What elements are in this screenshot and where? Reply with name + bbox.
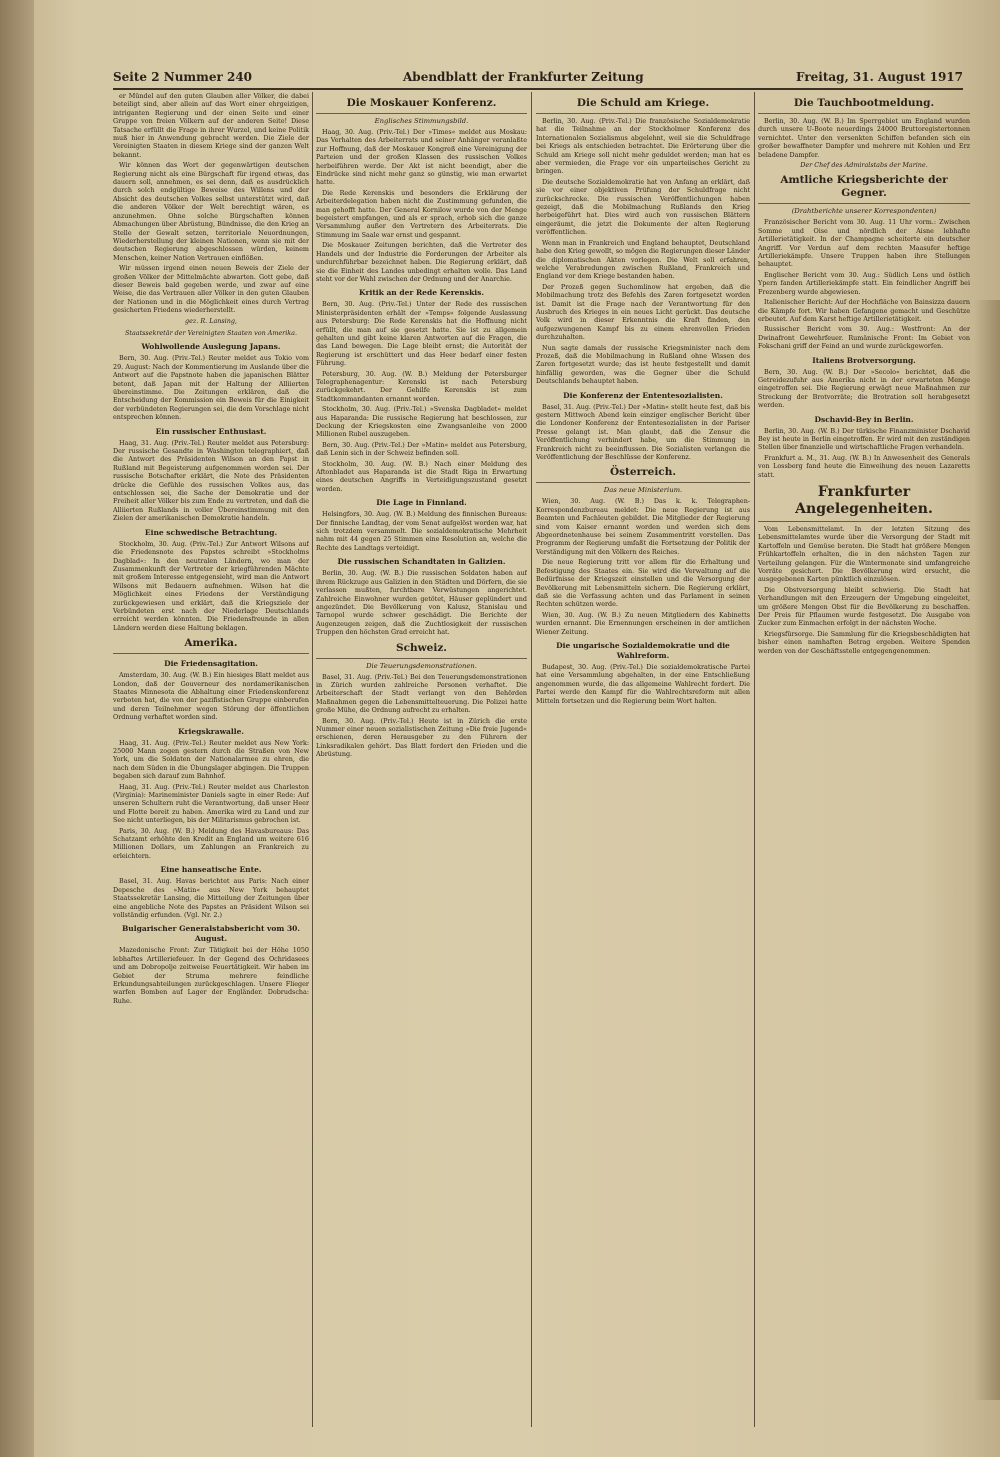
article-paragraph: Amsterdam, 30. Aug. (W. B.) Ein hiesiges Blatt meldet aus London, daß der Gouverneur des nordamerikanischen Staates Minnesota die Abhaltung einer Friedenskonferenz verboten hat, die von der pazifistischen Gruppe einberufen und deren Teilnehmer wegen Störung der öffentlichen Ordnung verhaftet worden sind. (113, 671, 309, 722)
section-heading: Österreich. (536, 466, 750, 483)
article-paragraph: Englischer Bericht vom 30. Aug.: Südlich Lens und östlich Ypern fanden Artilleriekämpfe statt. Ein feindlicher Angriff bei Frezenberg wurde abgewiesen. (758, 270, 970, 296)
article-paragraph: Wir können das Wort der gegenwärtigen deutschen Regierung nicht als eine Bürgschaft für irgend etwas, das dauern soll, annehmen, es sei denn, daß es ausdrücklich durch solch endgültige Beweise des Willens und der Absicht des deutschen Volkes selbst unterstützt wird, daß die anderen Völker der Welt berechtigt wären, es anzunehmen. Ohne solche Bürgschaften können Abmachungen über Abrüstung, Bündnisse, die den Krieg an Stelle der Gewalt setzen, territoriale Neuordnungen, Wiederherstellung der kleinen Nationen, wenn sie mit der deutschen Regierung abgeschlossen würden, keinem Menschen, keiner Nation Vertrauen einflößen. (113, 161, 309, 262)
article-heading: Kritik an der Rede Kerenskis. (359, 288, 484, 298)
page-edge-shading (974, 300, 1000, 1400)
article-subheading: Das neue Ministerium. (603, 486, 683, 495)
article-paragraph: Mazedonische Front: Zur Tätigkeit bei der Höhe 1050 lebhaftes Artilleriefeuer. In der Gegend des Ochridasees und am Dobropolje zeitweise Feuertätigkeit. Wir haben im Gebiet der Struma mehrere feindliche Erkundungsabteilungen zurückgeschlagen. Unsere Flieger warfen Bomben auf Lager der Engländer. Dobrudscha: Ruhe. (113, 946, 309, 1005)
header-date: Freitag, 31. August 1917 (796, 70, 963, 84)
article-paragraph: Berlin, 30. Aug. (W. B.) Im Sperrgebiet um England wurden durch unsere U-Boote neuerdings 24000 Bruttoregistertonnen vernichtet. Unter den versenkten Schiffen befanden sich ein großer bewaffneter Dampfer und mehrere mit Kohlen und Erz beladene Dampfer. (758, 117, 970, 159)
article-heading: Wohlwollende Auslegung Japans. (141, 342, 281, 352)
article-subheading: (Drahtberichte unserer Korrespondenten) (791, 207, 937, 216)
section-heading: Amtliche Kriegsberichte der Gegner. (758, 174, 970, 204)
article-paragraph: Berlin, 30. Aug. (Priv.-Tel.) Die französische Sozialdemokratie hat die Teilnahme an der Stockholmer Konferenz des Internationalen Sozialismus abgelehnt, weil sie die Schuldfrage bei Kriegs als entschieden betrachtet. Die Erörterung über die Schuld am Kriege soll nicht mehr geduldet werden; man hat es aber vermieden, die Frage vor ein unparteiisches Gericht zu bringen. (536, 117, 750, 176)
article-heading: Dschavid-Bey in Berlin. (814, 414, 914, 424)
header-page-number: Seite 2 Nummer 240 (113, 70, 253, 84)
column-1 (113, 92, 309, 1432)
article-paragraph: Berlin, 30. Aug. (W. B.) Die russischen Soldaten haben auf ihrem Rückzuge aus Galizien in den Städten und Dörfern, die sie verlassen mußten, furchtbare Verwüstungen angerichtet. Zahlreiche Einwohner wurden getötet, Häuser geplündert und angezündet. Die Bevölkerung von Kalusz, Stanislau und Tarnopol wurde schwer geschädigt. Die Berichte der Augenzeugen zeigen, daß die Zuchtlosigkeit der russischen Truppen den höchsten Grad erreicht hat. (316, 569, 527, 637)
article-heading: Die russischen Schandtaten in Galizien. (337, 557, 506, 567)
article-paragraph: Basel, 31. Aug. (Priv.-Tel.) Bei den Teuerungsdemonstrationen in Zürich wurden zahlreiche Personen verhaftet. Die Arbeiterschaft der Stadt verlangt von den Behörden Maßnahmen gegen die Lebensmittelteuerung. Die Polizei hatte große Mühe, die Ordnung aufrecht zu erhalten. (316, 672, 527, 715)
article-paragraph: Frankfurt a. M., 31. Aug. (W. B.) In Anwesenheit des Generals von Lossberg fand heute die Einweihung des neuen Lazaretts statt. (758, 453, 970, 479)
column-rule (312, 92, 313, 1427)
article-paragraph: Wir müssen irgend einen neuen Beweis der Ziele der großen Völker der Mittelmächte abwarten. Gott gebe, daß dieser Beweis bald gegeben werde, und zwar auf eine Weise, die das Vertrauen aller Völker in den guten Glauben der Nationen und in die Möglichkeit eines durch Vertrag gesicherten Friedens wiederherstellt. (113, 264, 309, 315)
article-paragraph: Die Moskauer Zeitungen berichten, daß die Vertreter des Handels und der Industrie die Forderungen der Arbeiter als undurchführbar bezeichnet haben. Die Regierung erklärt, daß sie die Einheit des Landes unbedingt erhalten wolle. Das Land steht vor der Wahl zwischen der Ordnung und der Anarchie. (316, 241, 527, 283)
article-paragraph: Die Rede Kerenskis und besonders die Erklärung der Arbeiterdelegation haben nicht die Zustimmung gefunden, die man gehofft hatte. Der General Kornilow wurde von der Menge begeistert empfangen, und als er sprach, erhob sich die ganze Versammlung außer den Vertretern des Arbeiterrats. Die Stimmung im Saale war ernst und gespannt. (316, 188, 527, 239)
column-2 (316, 92, 527, 1432)
article-paragraph: Wien, 30. Aug. (W. B.) Zu neuen Mitgliedern des Kabinetts wurden ernannt. Die Ernennungen erscheinen in der amtlichen Wiener Zeitung. (536, 610, 750, 636)
article-paragraph: Budapest, 30. Aug. (Priv.-Tel.) Die sozialdemokratische Partei hat eine Versammlung abgehalten, in der eine Entschließung angenommen wurde, die das allgemeine Wahlrecht fordert. Die Partei werde den Kampf für die Wahlrechtsreform mit allen Mitteln fortsetzen und die Regierung beim Wort halten. (536, 662, 750, 705)
signature-title: Staatssekretär der Vereinigten Staaten von Amerika. (125, 328, 297, 337)
article-paragraph: Haag, 31. Aug. (Priv.-Tel.) Reuter meldet aus Charleston (Virginia): Marineminister Daniels sagte in einer Rede: Auf unseren Schultern ruht die Verantwortung, daß unser Heer und Flotte bereit zu haben. Amerika wird zu Land und zur See nicht unterliegen, bis der Militarismus gebrochen ist. (113, 782, 309, 825)
page-header (113, 66, 963, 90)
article-paragraph: Französischer Bericht vom 30. Aug. 11 Uhr vorm.: Zwischen Somme und Oise und nördlich der Aisne lebhafte Artillerietätigkeit. In der Champagne scheiterte ein deutscher Angriff. Vor Verdun auf dem rechten Maasufer heftige Artilleriekämpfe. Unsere Truppen haben ihre Stellungen behauptet. (758, 218, 970, 269)
article-subheading: Die Teuerungsdemonstrationen. (366, 661, 477, 670)
column-rule (531, 92, 532, 1427)
article-paragraph: Stockholm, 30. Aug. (Priv.-Tel.) »Svenska Dagbladet« meldet aus Haparanda: Die russische Regierung hat beschlossen, zur Deckung der Kriegskosten eine Zwangsanleihe von 2000 Millionen Rubel auszugeben. (316, 405, 527, 439)
article-heading: Eine schwedische Betrachtung. (144, 527, 278, 537)
article-paragraph: Basel, 31. Aug. (Priv.-Tel.) Der »Matin« stellt heute fest, daß bis gestern Mittwoch Abend kein einziger englischer Bericht über die Londoner Konferenz der Ententesozialisten in der Pariser Presse gelangt ist. Man glaubt, daß die Zensur die Veröffentlichung verhindert habe, um die Stimmung in Frankreich nicht zu beeinflussen. Die Sozialisten verlangen die Veröffentlichung der Beschlüsse der Konferenz. (536, 402, 750, 462)
article-heading: Eine hanseatische Ente. (160, 865, 262, 875)
article-heading: Die Lage in Finnland. (376, 498, 467, 508)
article-paragraph: Bern, 30. Aug. (Priv.-Tel.) Unter der Rede des russischen Ministerpräsidenten erhält der »Temps« folgende Auslassung aus Petersburg: Die Rede Kerenskis hat die Hoffnung nicht erfüllt, die man auf sie gesetzt hatte. Sie ist zu allgemein gehalten und gibt keine klaren Antworten auf die Fragen, die das Land bewegen. Die Lage bleibt ernst; die Autorität der Regierung ist erschüttert und das Heer bedarf einer festen Führung. (316, 300, 527, 368)
article-subheading: Englisches Stimmungsbild. (374, 117, 469, 125)
article-paragraph: Stockholm, 30. Aug. (W. B.) Nach einer Meldung des Aftonbladet aus Haparanda ist die Stadt Riga in Erwartung eines deutschen Angriffs in Verteidigungszustand gesetzt worden. (316, 459, 527, 493)
article-paragraph: Wien, 30. Aug. (W. B.) Das k. k. Telegraphen-Korrespondenzbureau meldet: Die neue Regierung ist aus Beamten und Fachleuten gebildet. Die Mitglieder der Regierung sind vom Kaiser ernannt worden und werden sich dem Abgeordnetenhause bei seinem Zusammentritt vorstellen. Das Programm der Regierung umfaßt die Fortsetzung der Politik der Verständigung mit den Völkern des Reiches. (536, 497, 750, 556)
signature: gez. R. Lansing, (185, 316, 237, 325)
column-4 (758, 92, 970, 1432)
article-paragraph: Petersburg, 30. Aug. (W. B.) Meldung der Petersburger Telegraphenagentur: Kerenski ist nach Petersburg zurückgekehrt. Der Gehilfe Kerenskis ist zum Stadtkommandanten ernannt worden. (316, 369, 527, 403)
article-paragraph: Italienischer Bericht: Auf der Hochfläche von Bainsizza dauern die Kämpfe fort. Wir haben Gefangene gemacht und Geschütze erbeutet. Auf dem Karst heftige Artillerietätigkeit. (758, 298, 970, 323)
article-paragraph: Vom Lebensmittelamt. In der letzten Sitzung des Lebensmittelamtes wurde über die Versorgung der Stadt mit Kartoffeln und Gemüse beraten. Die Stadt hat größere Mengen Frühkartoffeln erhalten, die in den nächsten Tagen zur Verteilung gelangen. Für die Wintermonate sind umfangreiche Vorräte gesichert. Die Bevölkerung wird ersucht, die ausgegebenen Karten pünktlich einzulösen. (758, 525, 970, 584)
article-paragraph: Der Prozeß gegen Suchomlinow hat ergeben, daß die Mobilmachung trotz des Befehls des Zaren fortgesetzt worden ist. Damit ist die Frage nach der Verantwortung für den Ausbruch des Krieges in ein neues Licht gerückt. Das deutsche Volk wird in dieser Erkenntnis die Kraft finden, den aufgezwungenen Kampf bis zu einem ehrenvollen Frieden durchzuhalten. (536, 282, 750, 342)
article-paragraph: Nun sagte damals der russische Kriegsminister nach dem Prozeß, daß die Mobilmachung in Rußland ohne Wissen des Zaren fortgesetzt wurde; das ist heute festgestellt und damit hinfällig geworden, was die Gegner über die Schuld Deutschlands behauptet haben. (536, 343, 750, 386)
article-paragraph: Bern, 30. Aug. (Priv.-Tel.) Heute ist in Zürich die erste Nummer einer neuen sozialistischen Zeitung »Die freie Jugend« erschienen, deren Herausgeber zu den Führern der Linksradikalen gehört. Das Blatt fordert den Frieden und die Abrüstung. (316, 716, 527, 759)
article-heading: Die Konferenz der Ententesozialisten. (563, 390, 723, 400)
article-paragraph: Bern, 30. Aug. (Priv.-Tel.) Reuter meldet aus Tokio vom 29. August: Nach der Kommentierung im Auslande über die Antwort auf die Papstnote haben die japanischen Blätter betont, daß Japan mit der Haltung der Alliierten übereinstimme. Die Zeitungen erklären, daß die Entscheidung der Kommission ein Beweis für die Einigkeit der verbündeten Regierungen sei, die dem Vorschlage nicht entsprechen können. (113, 354, 309, 422)
section-heading: Schweiz. (316, 642, 527, 659)
section-heading: Frankfurter Angelegenheiten. (758, 484, 970, 522)
article-paragraph: Wenn man in Frankreich und England behauptet, Deutschland habe den Krieg gewollt, so mögen die Regierungen dieser Länder die diplomatischen Akten vorlegen. Die Welt soll erfahren, welche Verabredungen zwischen Rußland, Frankreich und England vor dem Kriege bestanden haben. (536, 238, 750, 281)
header-masthead: Abendblatt der Frankfurter Zeitung (403, 70, 644, 84)
section-heading: Die Tauchbootmeldung. (758, 97, 970, 114)
article-paragraph: Russischer Bericht vom 30. Aug.: Westfront: An der Dwinafront Gewehrfeuer. Rumänische Front: Im Gebiet von Fokschani griff der Feind an und wurde zurückgeworfen. (758, 325, 970, 351)
article-heading: Ein russischer Enthusiast. (155, 426, 267, 436)
article-paragraph: Basel, 31. Aug. Havas berichtet aus Paris: Nach einer Depesche des »Matin« aus New York behauptet Staatssekretär Lansing, die Mitteilung der Zeitungen über eine angebliche Note des Papstes an Präsident Wilson sei vollständig erfunden. (Vgl. Nr. 2.) (113, 877, 309, 919)
article-heading: Bulgarischer Generalstabsbericht vom 30. August. (121, 924, 301, 944)
article-paragraph: Helsingfors, 30. Aug. (W. B.) Meldung des finnischen Bureaus: Der finnische Landtag, der vom Senat aufgelöst worden war, hat sich trotzdem versammelt. Die sozialdemokratische Mehrheit nahm mit 44 gegen 25 Stimmen eine Resolution an, welche die Rechte des Landtags verteidigt. (316, 510, 527, 552)
article-paragraph: Bern, 30. Aug. (Priv.-Tel.) Der »Matin« meldet aus Petersburg, daß Lenin sich in der Schweiz befinden soll. (316, 440, 527, 458)
article-paragraph: Die neue Regierung tritt vor allem für die Erhaltung und Befestigung des Staates ein. Sie wird die Verwaltung auf die Bedürfnisse der Kriegszeit einstellen und die Versorgung der Bevölkerung mit Lebensmitteln sichern. Die Regierung erklärt, daß sie die Verfassung achten und das Parlament in seinen Rechten schützen werde. (536, 558, 750, 609)
article-paragraph: Kriegsfürsorge. Die Sammlung für die Kriegsbeschädigten hat bisher einen namhaften Betrag ergeben. Weitere Spenden werden von der Geschäftsstelle entgegengenommen. (758, 629, 970, 655)
article-paragraph: Paris, 30. Aug. (W. B.) Meldung des Havasbureaus: Das Schatzamt erhöhte den Kredit an England um weitere 616 Millionen Dollars, um Zahlungen an Frankreich zu erleichtern. (113, 826, 309, 860)
page-binding (0, 0, 34, 1457)
section-heading: Die Moskauer Konferenz. (316, 97, 527, 114)
column-3 (536, 92, 750, 1432)
article-paragraph: Bern, 30. Aug. (W. B.) Der »Secolo« berichtet, daß die Getreidezufuhr aus Amerika nicht in der erwarteten Menge eingetroffen sei. Die Regierung erwägt neue Maßnahmen zur Streckung der Brotvorräte; die Brotration soll herabgesetzt werden. (758, 367, 970, 410)
section-heading: Amerika. (113, 637, 309, 654)
article-paragraph: Haag, 30. Aug. (Priv.-Tel.) Der »Times« meldet aus Moskau: Das Verhalten des Arbeiterrats und seiner Anhänger veranlaßte zur Hoffnung, daß der Moskauer Kongreß eine Vereinigung der Parteien und der großen Klassen des russischen Volkes herbeiführen werde. Der Akt ist nicht beendigt, aber die Eindrücke sind nicht mehr ganz so günstig, wie man erwartet hatte. (316, 128, 527, 187)
article-paragraph: Haag, 31. Aug. (Priv.-Tel.) Reuter meldet aus Petersburg: Der russische Gesandte in Washington telegraphiert, daß die Antwort des Präsidenten Wilson an den Papst in Rußland mit Begeisterung aufgenommen worden sei. Der russische Botschafter erklärt, die Note des Präsidenten drücke die Gefühle des russischen Volkes aus, das entschlossen sei, die Sache der Demokratie und der Freiheit aller Völker bis zum Ende zu vertreten, und daß die Alliierten Rußlands in voller Übereinstimmung mit den Zielen der amerikanischen Demokratie handeln. (113, 438, 309, 523)
article-paragraph: Die deutsche Sozialdemokratie hat von Anfang an erklärt, daß sie vor einer objektiven Prüfung der Schuldfrage nicht zurückschrecke. Die russischen Veröffentlichungen haben gezeigt, daß die Mobilmachung Rußlands den Krieg herbeigeführt hat. Dies wird auch von russischen Blättern eingeräumt, die jetzt die Dokumente der alten Regierung veröffentlichen. (536, 177, 750, 237)
article-paragraph: Die Obstversorgung bleibt schwierig. Die Stadt hat Verhandlungen mit den Erzeugern der Umgebung eingeleitet, um größere Mengen Obst für die Bevölkerung zu beschaffen. Der Preis für Pflaumen wurde festgesetzt. Die Ausgabe von Zucker zum Einmachen erfolgt in der nächsten Woche. (758, 585, 970, 628)
section-heading: Die Schuld am Kriege. (536, 97, 750, 114)
signature: Der Chef des Admiralstabs der Marine. (800, 161, 928, 170)
article-heading: Die ungarische Sozialdemokratie und die Wahlreform. (556, 640, 730, 660)
article-paragraph: Stockholm, 30. Aug. (Priv.-Tel.) Zur Antwort Wilsons auf die Friedensnote des Papstes schreibt »Stockholms Dagblad«: In den neutralen Ländern, wo man der Zusammenkunft der Vertreter der kriegführenden Mächte mit großem Interesse entgegensieht, wird man die Antwort Wilsons mit Bedauern aufnehmen. Wilson hat die Möglichkeit eines Friedens der Verständigung zurückgewiesen und erklärt, daß die Kriegsziele der Verbündeten erst nach der Niederlage Deutschlands erreicht werden könnten. Die Friedensfreunde in allen Ländern werden diese Haltung beklagen. (113, 539, 309, 632)
article-paragraph: er Mündel auf den guten Glauben aller Völker, die dabei beteiligt sind, aber allein auf das Wort einer ehrgeizigen, intriganten Regierung und der einen Seite und einer Gruppe von freien Völkern auf der anderen Seite! Diese Tatsache erfüllt die Frage in ihrer Wurzel, und keine Politik muß hier in Anwendung gebracht werden. Die Ziele der Vereinigten Staaten in diesem Kriege sind der ganzen Welt bekannt. (113, 92, 309, 159)
article-heading: Kriegskrawalle. (178, 726, 244, 736)
article-heading: Italiens Brotversorgung. (812, 355, 916, 365)
article-paragraph: Berlin, 30. Aug. (W. B.) Der türkische Finanzminister Dschavid Bey ist heute in Berlin eingetroffen. Er wird mit den zuständigen Stellen über finanzielle und wirtschaftliche Fragen verhandeln. (758, 426, 970, 452)
article-heading: Die Friedensagitation. (164, 659, 258, 669)
article-paragraph: Haag, 31. Aug. (Priv.-Tel.) Reuter meldet aus New York: 25000 Mann zogen gestern durch die Straßen von New York, um die Soldaten der Nationalarmee zu ehren, die nach dem Süden in die Übungslager abgingen. Die Truppen begaben sich darauf zum Bahnhof. (113, 738, 309, 781)
column-rule (754, 92, 755, 1427)
